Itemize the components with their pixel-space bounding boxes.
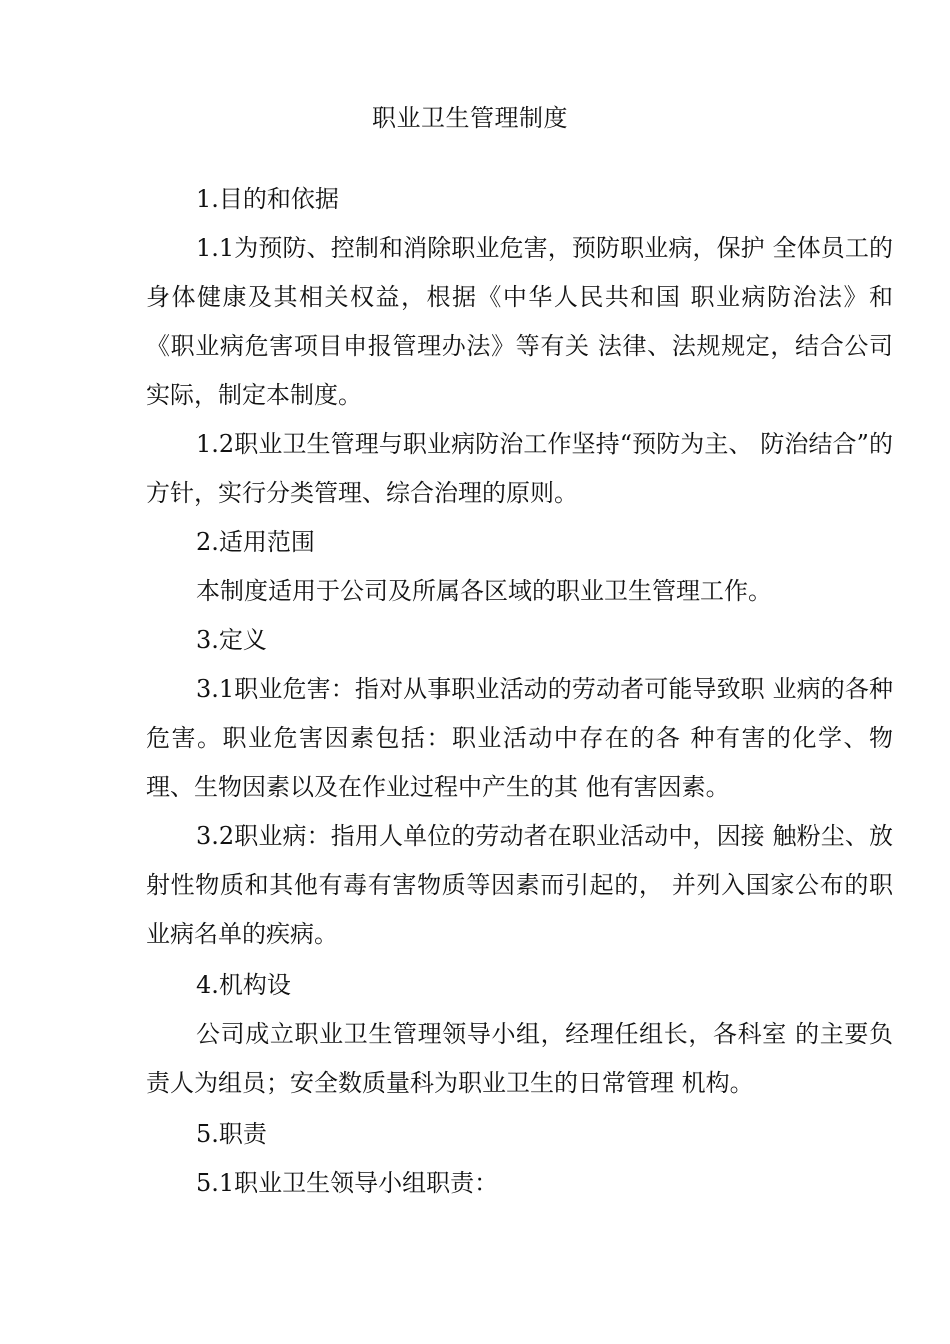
paragraph-1-2: 1.2职业卫生管理与职业病防治工作坚持“预防为主、 防治结合”的方针，实行分类管理、综合治理的原则。 bbox=[146, 430, 893, 507]
document-title: 职业卫生管理制度 bbox=[372, 104, 568, 132]
paragraph-1-1: 1.1为预防、控制和消除职业危害，预防职业病，保护 全体员工的身体健康及其相关权益，根据《中华人民共和国 职业病防治法》和《职业病危害项目申报管理办法》等有关 法律、法规规定，结合公司实际，制定本制度。 bbox=[146, 234, 893, 409]
paragraph-5-1: 5.1职业卫生领导小组职责： bbox=[196, 1169, 499, 1197]
paragraph-3-2: 3.2职业病：指用人单位的劳动者在职业活动中，因接 触粉尘、放射性物质和其他有毒有害物质等因素而引起的， 并列入国家公布的职业病名单的疾病。 bbox=[146, 822, 893, 948]
paragraph-4: 公司成立职业卫生管理领导小组，经理任组长，各科室 的主要负责人为组员；安全数质量科为职业卫生的日常管理 机构。 bbox=[146, 1020, 893, 1097]
section-3-heading: 3.定义 bbox=[196, 626, 267, 654]
section-2-heading: 2.适用范围 bbox=[196, 528, 315, 556]
section-1-heading: 1.目的和依据 bbox=[196, 185, 339, 213]
section-4-heading: 4.机构设 bbox=[196, 971, 291, 999]
paragraph-2: 本制度适用于公司及所属各区域的职业卫生管理工作。 bbox=[196, 577, 772, 605]
section-5-heading: 5.职责 bbox=[196, 1120, 267, 1148]
paragraph-3-1: 3.1职业危害：指对从事职业活动的劳动者可能导致职 业病的各种危害。职业危害因素包括：职业活动中存在的各 种有害的化学、物理、生物因素以及在作业过程中产生的其 他有害因素。 bbox=[146, 675, 893, 801]
